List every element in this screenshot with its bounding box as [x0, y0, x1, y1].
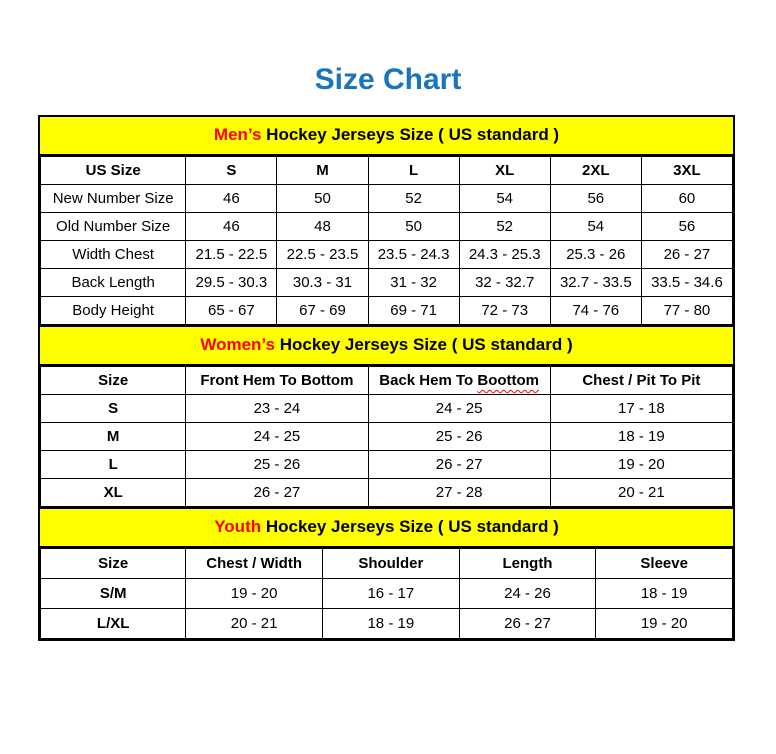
size-value: 60 — [641, 185, 732, 213]
table-row — [41, 609, 733, 639]
size-value: 54 — [459, 185, 550, 213]
size-value: 26 - 27 — [186, 479, 368, 507]
mens-section — [40, 117, 733, 325]
row-label: Body Height — [41, 297, 186, 325]
column-header: Chest / Width — [186, 549, 323, 579]
size-value: 56 — [641, 213, 732, 241]
size-value: 25 - 26 — [186, 451, 368, 479]
table-row — [41, 269, 733, 297]
size-value: 67 - 69 — [277, 297, 368, 325]
size-value: 20 - 21 — [186, 609, 323, 639]
size-value: 18 - 19 — [550, 423, 732, 451]
table-row — [41, 395, 733, 423]
size-value: 22.5 - 23.5 — [277, 241, 368, 269]
size-value: 27 - 28 — [368, 479, 550, 507]
youth-section — [40, 507, 733, 639]
row-label: Width Chest — [41, 241, 186, 269]
size-value: 65 - 67 — [186, 297, 277, 325]
size-value: 52 — [368, 185, 459, 213]
size-value: 77 - 80 — [641, 297, 732, 325]
womens-size-table — [40, 366, 733, 507]
size-value: 16 - 17 — [322, 579, 459, 609]
youth-section-header-highlight: Youth — [214, 517, 262, 536]
size-value: 18 - 19 — [322, 609, 459, 639]
size-value: 26 - 27 — [641, 241, 732, 269]
header-row — [41, 157, 733, 185]
column-header: Back Hem To Boottom — [368, 367, 550, 395]
header-row — [41, 367, 733, 395]
size-value: 31 - 32 — [368, 269, 459, 297]
size-value: 48 — [277, 213, 368, 241]
table-row — [41, 297, 733, 325]
size-value: 30.3 - 31 — [277, 269, 368, 297]
mens-size-table — [40, 156, 733, 325]
size-value: 17 - 18 — [550, 395, 732, 423]
mens-section-header-text: Hockey Jerseys Size ( US standard ) — [261, 125, 560, 144]
table-row — [41, 479, 733, 507]
column-header: Size — [41, 549, 186, 579]
column-header: Length — [459, 549, 596, 579]
size-value: 50 — [368, 213, 459, 241]
womens-section-header — [40, 325, 733, 366]
row-label: Old Number Size — [41, 213, 186, 241]
column-header: Shoulder — [322, 549, 459, 579]
column-header: Chest / Pit To Pit — [550, 367, 732, 395]
size-value: 24 - 26 — [459, 579, 596, 609]
size-value: 26 - 27 — [368, 451, 550, 479]
column-header: Size — [41, 367, 186, 395]
row-label: Back Length — [41, 269, 186, 297]
size-value: 18 - 19 — [596, 579, 733, 609]
size-value: 25.3 - 26 — [550, 241, 641, 269]
column-header: Sleeve — [596, 549, 733, 579]
row-label: S — [41, 395, 186, 423]
size-value: 20 - 21 — [550, 479, 732, 507]
womens-section — [40, 325, 733, 507]
size-value: 50 — [277, 185, 368, 213]
size-value: 29.5 - 30.3 — [186, 269, 277, 297]
mens-section-header — [40, 117, 733, 156]
size-value: 26 - 27 — [459, 609, 596, 639]
table-row — [41, 185, 733, 213]
row-label: New Number Size — [41, 185, 186, 213]
table-row — [41, 451, 733, 479]
column-header: Front Hem To Bottom — [186, 367, 368, 395]
size-value: 24 - 25 — [368, 395, 550, 423]
column-header: S — [186, 157, 277, 185]
size-value: 24.3 - 25.3 — [459, 241, 550, 269]
column-header: 2XL — [550, 157, 641, 185]
size-value: 32.7 - 33.5 — [550, 269, 641, 297]
table-row — [41, 241, 733, 269]
size-value: 21.5 - 22.5 — [186, 241, 277, 269]
size-value: 19 - 20 — [186, 579, 323, 609]
size-value: 33.5 - 34.6 — [641, 269, 732, 297]
row-label: L/XL — [41, 609, 186, 639]
column-header: 3XL — [641, 157, 732, 185]
size-value: 19 - 20 — [596, 609, 733, 639]
row-label: XL — [41, 479, 186, 507]
size-value: 23.5 - 24.3 — [368, 241, 459, 269]
column-header: US Size — [41, 157, 186, 185]
size-value: 69 - 71 — [368, 297, 459, 325]
youth-section-header — [40, 507, 733, 548]
table-row — [41, 213, 733, 241]
column-header: L — [368, 157, 459, 185]
misspelled-word: Boottom — [477, 372, 540, 389]
size-value: 56 — [550, 185, 641, 213]
column-header: XL — [459, 157, 550, 185]
size-value: 46 — [186, 213, 277, 241]
table-row — [41, 423, 733, 451]
size-value: 25 - 26 — [368, 423, 550, 451]
size-value: 19 - 20 — [550, 451, 732, 479]
womens-section-header-highlight: Women’s — [200, 335, 275, 354]
size-value: 74 - 76 — [550, 297, 641, 325]
youth-size-table — [40, 548, 733, 639]
size-value: 54 — [550, 213, 641, 241]
size-value: 72 - 73 — [459, 297, 550, 325]
size-value: 32 - 32.7 — [459, 269, 550, 297]
size-value: 52 — [459, 213, 550, 241]
row-label: S/M — [41, 579, 186, 609]
table-row — [41, 579, 733, 609]
size-value: 46 — [186, 185, 277, 213]
youth-section-header-text: Hockey Jerseys Size ( US standard ) — [261, 517, 559, 536]
size-value: 24 - 25 — [186, 423, 368, 451]
page-title: Size Chart — [314, 63, 462, 96]
row-label: L — [41, 451, 186, 479]
womens-section-header-text: Hockey Jerseys Size ( US standard ) — [274, 335, 573, 354]
size-chart — [38, 115, 735, 641]
size-value: 23 - 24 — [186, 395, 368, 423]
header-row — [41, 549, 733, 579]
column-header: M — [277, 157, 368, 185]
row-label: M — [41, 423, 186, 451]
mens-section-header-highlight: Men’s — [213, 125, 262, 144]
